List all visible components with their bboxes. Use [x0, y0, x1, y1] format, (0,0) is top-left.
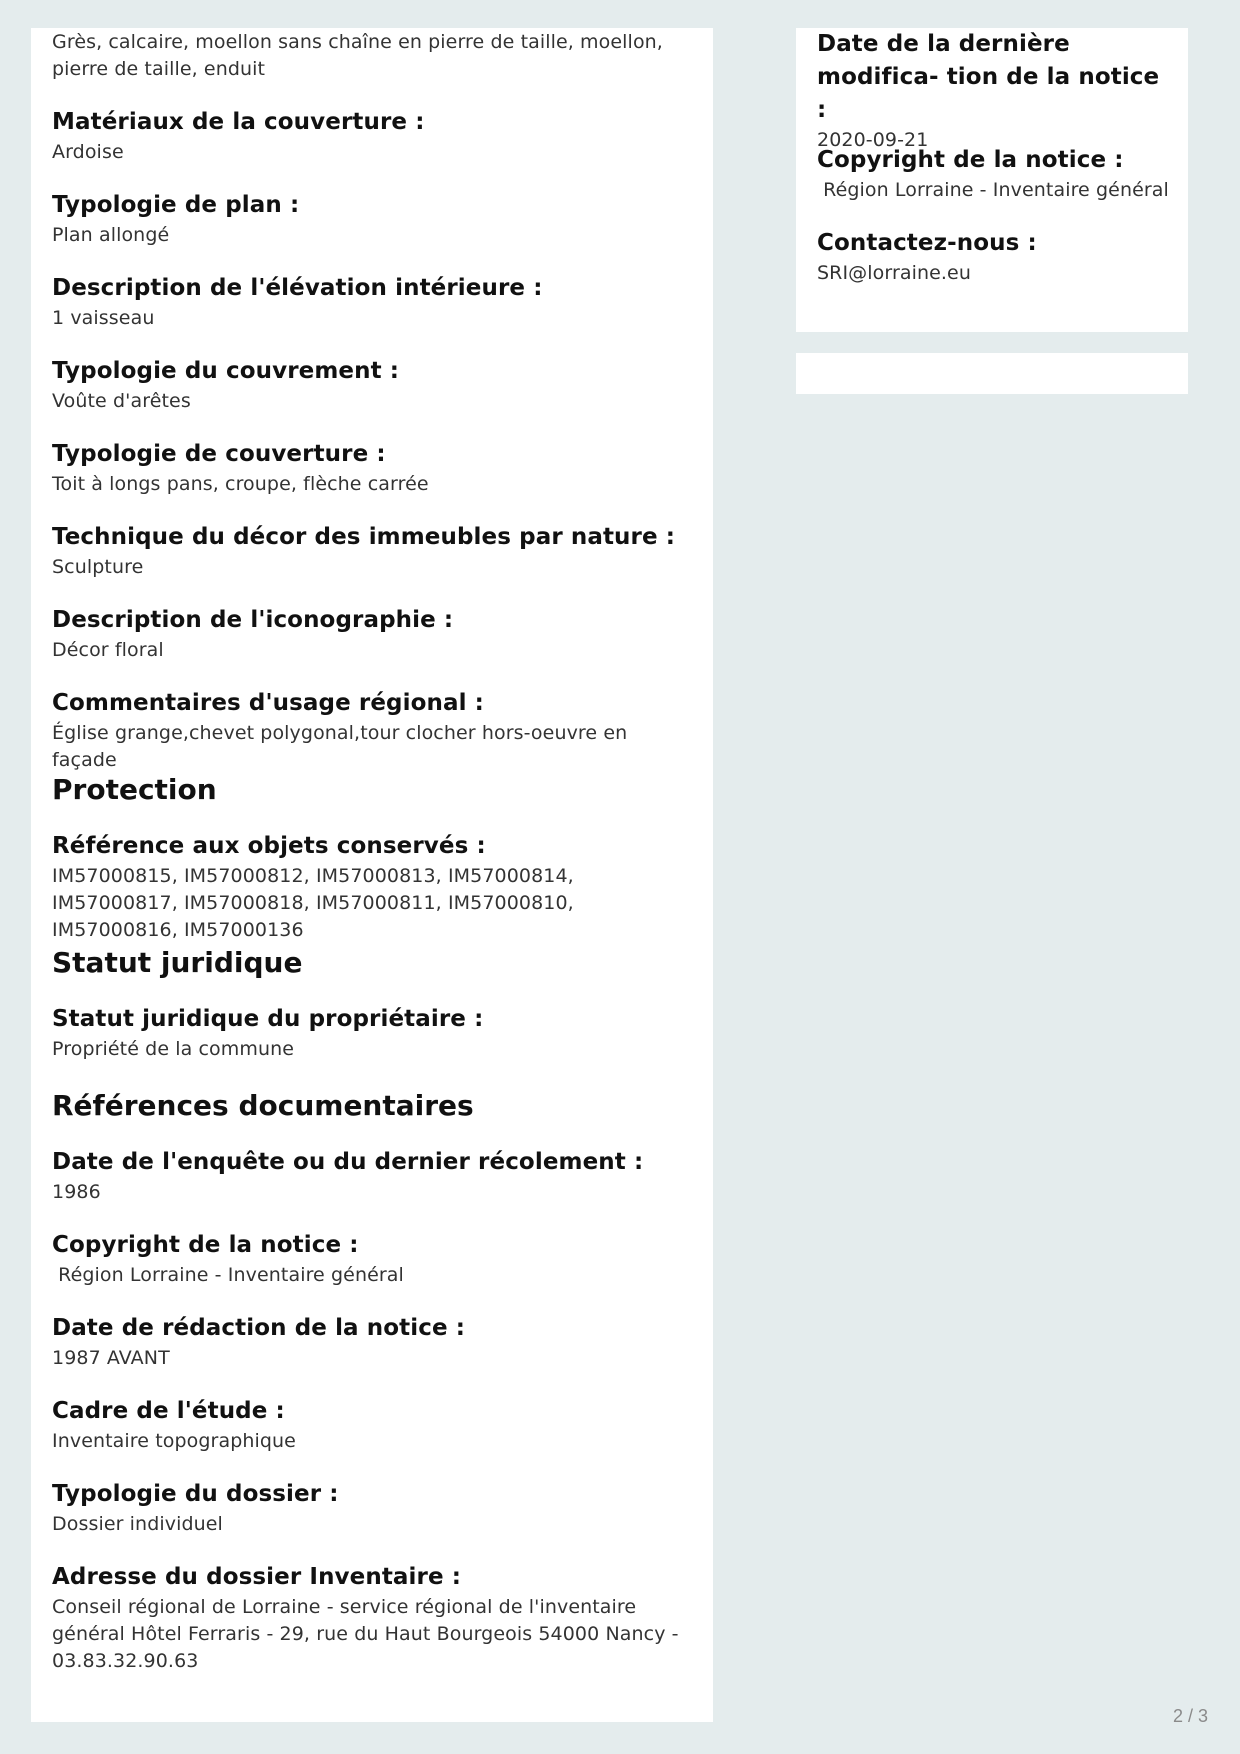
field-label: Date de l'enquête ou du dernier récolement :	[52, 1149, 644, 1175]
field-iconography	[52, 604, 693, 664]
field-sidebar-copyright	[817, 144, 1168, 204]
field-value: 2020-09-21	[817, 129, 929, 151]
field-label: Matériaux de la couverture :	[52, 109, 425, 135]
field-inventory-address	[52, 1561, 693, 1675]
field-vault-type	[52, 355, 693, 415]
field-label: Description de l'élévation intérieure :	[52, 275, 543, 301]
materials-field	[52, 29, 693, 83]
field-value: IM57000815, IM57000812, IM57000813, IM57000814, IM57000817, IM57000818, IM57000811, IM57000810, IM57000816, IM57000136	[52, 865, 574, 941]
field-value: Région Lorraine - Inventaire général	[52, 1264, 404, 1286]
field-last-modified	[817, 28, 1168, 154]
field-label: Cadre de l'étude :	[52, 1398, 285, 1424]
field-label: Référence aux objets conservés :	[52, 833, 486, 859]
field-label: Typologie du dossier :	[52, 1481, 339, 1507]
field-value: Conseil régional de Lorraine - service régional de l'inventaire général Hôtel Ferraris - 29, rue du Haut Bourgeois 54000 Nancy - 03.83.32.90.63	[52, 1596, 679, 1672]
field-label: Typologie de plan :	[52, 192, 300, 218]
field-value: Inventaire topographique	[52, 1430, 296, 1452]
field-value: Église grange,chevet polygonal,tour clocher hors-oeuvre en façade	[52, 722, 628, 771]
field-value: Région Lorraine - Inventaire général	[817, 179, 1169, 201]
field-label: Technique du décor des immeubles par nature :	[52, 524, 676, 550]
field-plan-type	[52, 189, 693, 249]
notice-sidebar-panel	[796, 28, 1188, 332]
field-label: Adresse du dossier Inventaire :	[52, 1564, 462, 1590]
field-label: Typologie du couvrement :	[52, 358, 400, 384]
field-study-frame	[52, 1395, 693, 1455]
field-decor-technique	[52, 521, 693, 581]
page-number: 2 / 3	[1172, 1706, 1208, 1726]
field-value: Plan allongé	[52, 224, 170, 246]
field-value: Dossier individuel	[52, 1513, 223, 1535]
field-label: Copyright de la notice :	[52, 1232, 359, 1258]
field-value: Toit à longs pans, croupe, flèche carrée	[52, 473, 429, 495]
field-label: Commentaires d'usage régional :	[52, 690, 484, 716]
field-label: Statut juridique du propriétaire :	[52, 1006, 484, 1032]
field-roof-materials	[52, 106, 693, 166]
section-heading-legal-status: Statut juridique	[52, 946, 303, 979]
field-label: Contactez-nous :	[817, 230, 1037, 256]
field-writing-date	[52, 1312, 693, 1372]
field-file-type	[52, 1478, 693, 1538]
field-regional-comments	[52, 687, 693, 774]
section-heading-references: Références documentaires	[52, 1089, 474, 1122]
field-survey-date	[52, 1146, 693, 1206]
field-value: Ardoise	[52, 141, 124, 163]
sidebar-empty-panel	[796, 353, 1188, 394]
field-label: Typologie de couverture :	[52, 441, 386, 467]
field-copyright	[52, 1229, 693, 1289]
field-label: Copyright de la notice :	[817, 147, 1124, 173]
field-value: Voûte d'arêtes	[52, 390, 191, 412]
field-value: Sculpture	[52, 556, 144, 578]
contact-email-link[interactable]: SRI@lorraine.eu	[817, 262, 971, 284]
materials-value: Grès, calcaire, moellon sans chaîne en pierre de taille, moellon, pierre de taille, enduit	[52, 31, 663, 80]
notice-main-panel	[31, 28, 713, 1722]
field-label: Description de l'iconographie :	[52, 607, 454, 633]
field-label: Date de rédaction de la notice :	[52, 1315, 466, 1341]
field-value: 1 vaisseau	[52, 307, 155, 329]
field-owner-status	[52, 1003, 693, 1063]
field-value: 1987 AVANT	[52, 1347, 170, 1369]
field-interior-elevation	[52, 272, 693, 332]
field-roof-type	[52, 438, 693, 498]
field-value: Propriété de la commune	[52, 1038, 295, 1060]
field-value: 1986	[52, 1181, 101, 1203]
field-contact	[817, 227, 1168, 287]
section-heading-protection: Protection	[52, 773, 217, 806]
field-conserved-objects	[52, 830, 693, 944]
field-value: Décor floral	[52, 639, 164, 661]
field-label: Date de la dernière modifica- tion de la notice :	[817, 31, 1160, 123]
